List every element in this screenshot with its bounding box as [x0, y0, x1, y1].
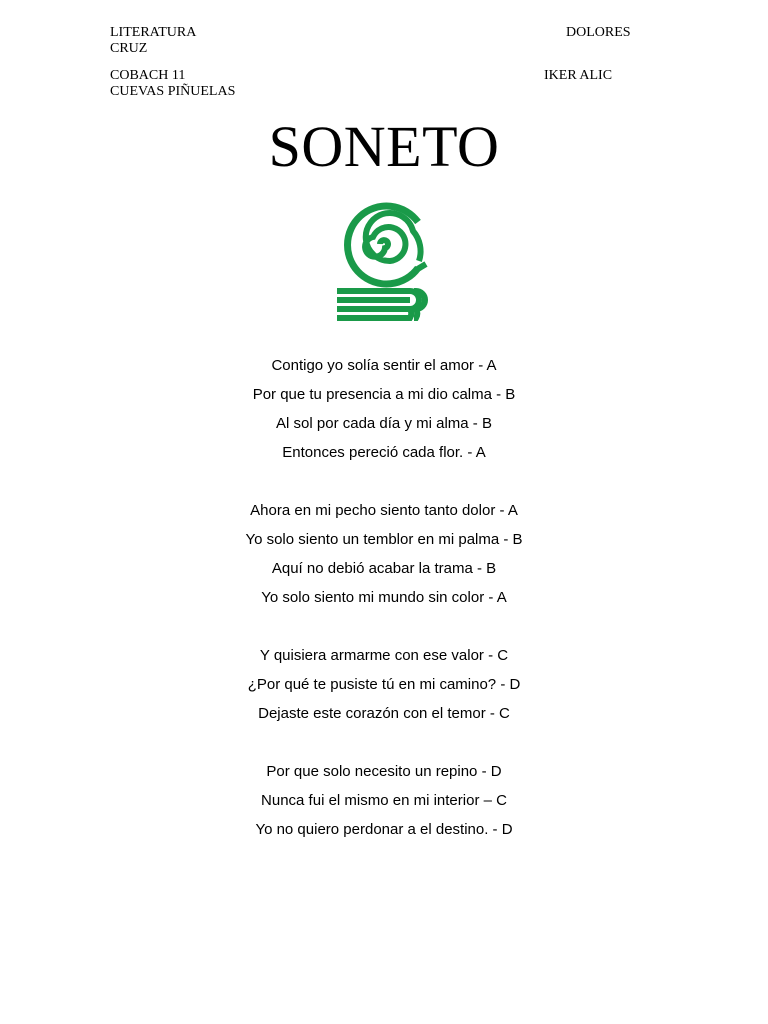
verse: Ahora en mi pecho siento tanto dolor - A [250, 502, 518, 519]
verse: ¿Por qué te pusiste tú en mi camino? - D [247, 676, 521, 693]
verse: Nunca fui el mismo en mi interior – C [261, 792, 507, 809]
green-spiral-books-logo-icon [334, 200, 430, 322]
verse: Al sol por cada día y mi alma - B [276, 415, 492, 432]
author-last-name-2: CRUZ [110, 41, 148, 56]
verse: Yo no quiero perdonar a el destino. - D [255, 821, 513, 838]
stanza-2 [0, 496, 768, 612]
stanza-3 [0, 641, 768, 728]
verse: Dejaste este corazón con el temor - C [258, 705, 510, 722]
page-title: SONETO [268, 114, 500, 179]
author-last-name: DOLORES [566, 25, 631, 40]
verse: Y quisiera armarme con ese valor - C [259, 647, 509, 664]
verse: Contigo yo solía sentir el amor - A [271, 357, 497, 374]
author-extra-name: CUEVAS PIÑUELAS [110, 84, 236, 99]
verse: Por que tu presencia a mi dio calma - B [252, 386, 516, 403]
verse: Entonces pereció cada flor. - A [282, 444, 486, 461]
school-label: COBACH 11 [110, 68, 186, 83]
verse: Yo solo siento mi mundo sin color - A [261, 589, 507, 606]
verse: Aquí no debió acabar la trama - B [271, 560, 497, 577]
verse: Yo solo siento un temblor en mi palma - B [245, 531, 523, 548]
subject-label: LITERATURA [110, 25, 197, 40]
author-first-name: IKER ALIC [544, 68, 613, 83]
stanza-1 [0, 351, 768, 467]
verse: Por que solo necesito un repino - D [266, 763, 502, 780]
stanza-4 [0, 757, 768, 844]
